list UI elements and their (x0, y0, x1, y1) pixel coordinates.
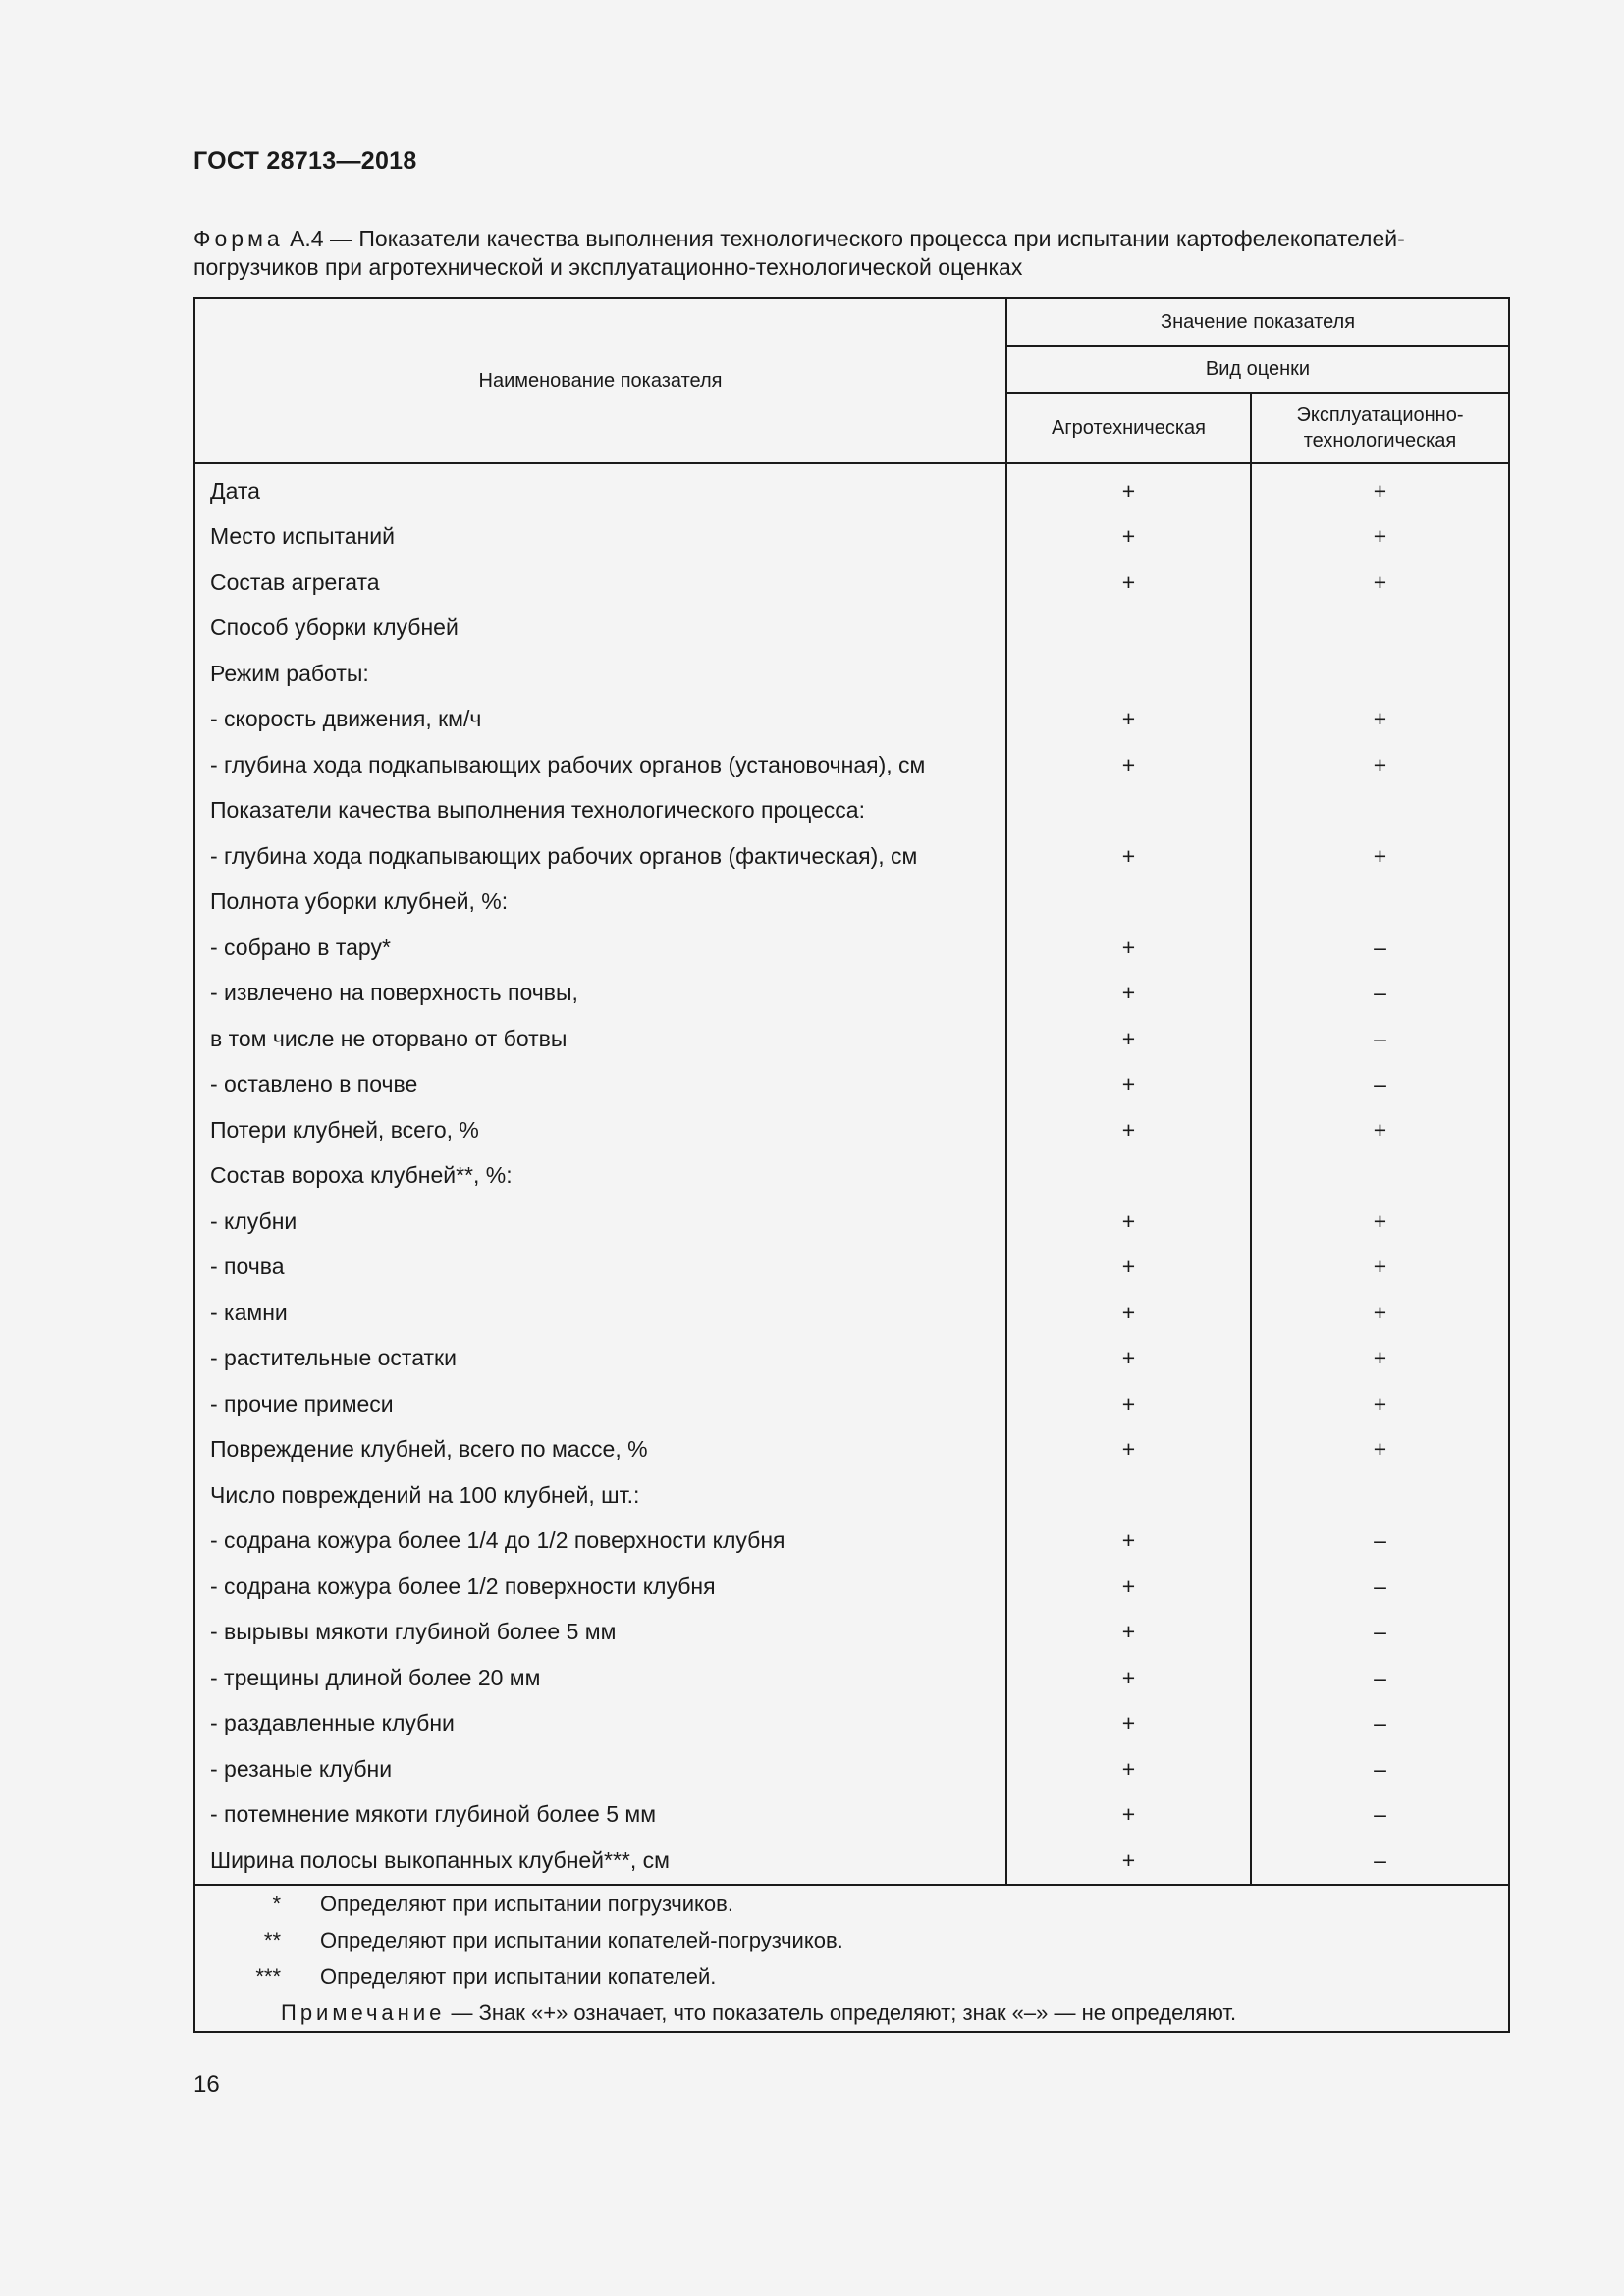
page-number: 16 (193, 2071, 220, 2098)
indicator-name-cell: Способ уборки клубней (194, 606, 1006, 652)
operational-mark-cell: + (1251, 1199, 1509, 1245)
footnote (195, 1886, 1508, 1922)
indicator-name-cell: - глубина хода подкапывающих рабочих органов (фактическая), см (194, 833, 1006, 880)
table-row (194, 1519, 1509, 1565)
caption-text: А.4 — Показатели качества выполнения технологического процесса при испытании картофелекопателей-погрузчиков при агротехнической и эксплуатационно-технологической оценках (193, 226, 1405, 280)
note-text: — Знак «+» означает, что показатель определяют; знак «–» — не определяют. (451, 2000, 1237, 2025)
agrotechnical-mark-cell: + (1006, 1701, 1251, 1747)
document-code: ГОСТ 28713—2018 (193, 147, 417, 175)
operational-mark-cell: + (1251, 514, 1509, 561)
table-row (194, 1107, 1509, 1153)
indicator-name-cell: - содрана кожура более 1/2 поверхности клубня (194, 1564, 1006, 1610)
agrotechnical-mark-cell: + (1006, 514, 1251, 561)
footnote-text: Определяют при испытании копателей. (320, 1963, 717, 1989)
indicators-table (193, 297, 1510, 2033)
indicator-name-cell: Потери клубней, всего, % (194, 1107, 1006, 1153)
agrotechnical-mark-cell: + (1006, 742, 1251, 788)
table-row (194, 971, 1509, 1017)
indicator-name-cell: Ширина полосы выкопанных клубней***, см (194, 1838, 1006, 1885)
table-row (194, 560, 1509, 606)
agrotechnical-mark-cell: + (1006, 1655, 1251, 1701)
agrotechnical-mark-cell: + (1006, 971, 1251, 1017)
table-row (194, 1062, 1509, 1108)
agrotechnical-mark-cell: + (1006, 1838, 1251, 1885)
table-footer (194, 1885, 1509, 2032)
indicator-name-cell: в том числе не оторвано от ботвы (194, 1016, 1006, 1062)
table-row (194, 1655, 1509, 1701)
operational-mark-cell: – (1251, 1655, 1509, 1701)
agrotechnical-mark-cell: + (1006, 463, 1251, 514)
indicator-name-cell: - содрана кожура более 1/4 до 1/2 поверхности клубня (194, 1519, 1006, 1565)
operational-mark-cell: + (1251, 463, 1509, 514)
indicator-name-cell: Дата (194, 463, 1006, 514)
agrotechnical-mark-cell: + (1006, 1062, 1251, 1108)
agrotechnical-mark-cell: + (1006, 1746, 1251, 1792)
indicator-name-cell: Полнота уборки клубней, %: (194, 880, 1006, 926)
operational-mark-cell: – (1251, 1838, 1509, 1885)
indicator-name-cell: - раздавленные клубни (194, 1701, 1006, 1747)
agrotechnical-mark-cell (1006, 1153, 1251, 1200)
table-row (194, 1838, 1509, 1885)
table-row (194, 1427, 1509, 1473)
operational-mark-cell: – (1251, 1519, 1509, 1565)
table-row (194, 1245, 1509, 1291)
operational-mark-cell (1251, 788, 1509, 834)
operational-mark-cell: – (1251, 1746, 1509, 1792)
indicator-name-cell: Режим работы: (194, 651, 1006, 697)
indicator-name-cell: Состав агрегата (194, 560, 1006, 606)
agrotechnical-mark-cell: + (1006, 1519, 1251, 1565)
footnote-text: Определяют при испытании погрузчиков. (320, 1891, 733, 1916)
indicator-name-cell: - потемнение мякоти глубиной более 5 мм (194, 1792, 1006, 1839)
table-row (194, 1610, 1509, 1656)
table-row (194, 606, 1509, 652)
table-row (194, 1381, 1509, 1427)
indicator-name-cell: - почва (194, 1245, 1006, 1291)
indicator-name-cell: Число повреждений на 100 клубней, шт.: (194, 1472, 1006, 1519)
footnote-mark: ** (263, 1927, 282, 1952)
operational-mark-cell: – (1251, 1701, 1509, 1747)
indicator-name-cell: - растительные остатки (194, 1336, 1006, 1382)
agrotechnical-mark-cell: + (1006, 1792, 1251, 1839)
indicator-name-cell: - камни (194, 1290, 1006, 1336)
header-assessment-kind: Вид оценки (1006, 346, 1509, 393)
operational-mark-cell: + (1251, 1381, 1509, 1427)
operational-mark-cell (1251, 651, 1509, 697)
table-body (194, 463, 1509, 1885)
table-row (194, 1746, 1509, 1792)
table-row (194, 880, 1509, 926)
indicator-name-cell: - извлечено на поверхность почвы, (194, 971, 1006, 1017)
table-row (194, 1153, 1509, 1200)
indicator-name-cell: - собрано в тару* (194, 925, 1006, 971)
operational-mark-cell: + (1251, 560, 1509, 606)
operational-mark-cell (1251, 880, 1509, 926)
table-row (194, 1016, 1509, 1062)
operational-mark-cell: – (1251, 1564, 1509, 1610)
indicator-name-cell: Состав вороха клубней**, %: (194, 1153, 1006, 1200)
operational-mark-cell: + (1251, 697, 1509, 743)
footnote (195, 1922, 1508, 1958)
operational-mark-cell: + (1251, 833, 1509, 880)
table-row (194, 788, 1509, 834)
operational-mark-cell: – (1251, 1062, 1509, 1108)
operational-mark-cell (1251, 1472, 1509, 1519)
agrotechnical-mark-cell: + (1006, 833, 1251, 880)
header-agrotechnical: Агротехническая (1006, 393, 1251, 463)
table-row (194, 925, 1509, 971)
agrotechnical-mark-cell (1006, 606, 1251, 652)
table-row (194, 833, 1509, 880)
header-operational: Эксплуатационно- технологическая (1251, 393, 1509, 463)
agrotechnical-mark-cell (1006, 880, 1251, 926)
table-row (194, 1290, 1509, 1336)
table-row (194, 1792, 1509, 1839)
operational-mark-cell: + (1251, 742, 1509, 788)
agrotechnical-mark-cell (1006, 1472, 1251, 1519)
note-label: Примечание (281, 2000, 446, 2025)
footnote (195, 1958, 1508, 1995)
agrotechnical-mark-cell: + (1006, 1564, 1251, 1610)
header-value-group: Значение показателя (1006, 298, 1509, 346)
table-row (194, 463, 1509, 514)
indicator-name-cell: - клубни (194, 1199, 1006, 1245)
agrotechnical-mark-cell (1006, 788, 1251, 834)
table-row (194, 1564, 1509, 1610)
operational-mark-cell: + (1251, 1290, 1509, 1336)
agrotechnical-mark-cell: + (1006, 1427, 1251, 1473)
note (195, 1995, 1508, 2031)
indicator-name-cell: - резаные клубни (194, 1746, 1006, 1792)
agrotechnical-mark-cell (1006, 651, 1251, 697)
table-row (194, 742, 1509, 788)
table-row (194, 514, 1509, 561)
agrotechnical-mark-cell: + (1006, 1245, 1251, 1291)
indicator-name-cell: Место испытаний (194, 514, 1006, 561)
table-row (194, 1199, 1509, 1245)
operational-mark-cell (1251, 1153, 1509, 1200)
operational-mark-cell: – (1251, 971, 1509, 1017)
operational-mark-cell: – (1251, 925, 1509, 971)
agrotechnical-mark-cell: + (1006, 697, 1251, 743)
indicator-name-cell: - трещины длиной более 20 мм (194, 1655, 1006, 1701)
agrotechnical-mark-cell: + (1006, 1610, 1251, 1656)
operational-mark-cell: – (1251, 1792, 1509, 1839)
caption-prefix: Форма (193, 226, 284, 251)
table-row (194, 1701, 1509, 1747)
agrotechnical-mark-cell: + (1006, 560, 1251, 606)
header-indicator-name: Наименование показателя (194, 298, 1006, 463)
table-row (194, 697, 1509, 743)
operational-mark-cell: + (1251, 1336, 1509, 1382)
agrotechnical-mark-cell: + (1006, 1381, 1251, 1427)
operational-mark-cell: + (1251, 1427, 1509, 1473)
operational-mark-cell (1251, 606, 1509, 652)
agrotechnical-mark-cell: + (1006, 1107, 1251, 1153)
agrotechnical-mark-cell: + (1006, 1336, 1251, 1382)
operational-mark-cell: + (1251, 1107, 1509, 1153)
agrotechnical-mark-cell: + (1006, 1199, 1251, 1245)
indicator-name-cell: Показатели качества выполнения технологического процесса: (194, 788, 1006, 834)
indicator-name-cell: - глубина хода подкапывающих рабочих органов (установочная), см (194, 742, 1006, 788)
agrotechnical-mark-cell: + (1006, 925, 1251, 971)
operational-mark-cell: + (1251, 1245, 1509, 1291)
agrotechnical-mark-cell: + (1006, 1016, 1251, 1062)
footnote-mark: * (272, 1891, 282, 1916)
footnote-text: Определяют при испытании копателей-погрузчиков. (320, 1927, 843, 1952)
indicator-name-cell: - оставлено в почве (194, 1062, 1006, 1108)
operational-mark-cell: – (1251, 1610, 1509, 1656)
table-caption (193, 225, 1509, 282)
indicator-name-cell: Повреждение клубней, всего по массе, % (194, 1427, 1006, 1473)
agrotechnical-mark-cell: + (1006, 1290, 1251, 1336)
indicator-name-cell: - вырывы мякоти глубиной более 5 мм (194, 1610, 1006, 1656)
indicator-name-cell: - прочие примеси (194, 1381, 1006, 1427)
indicator-name-cell: - скорость движения, км/ч (194, 697, 1006, 743)
footnote-mark: *** (255, 1963, 282, 1989)
table-row (194, 1472, 1509, 1519)
table-row (194, 651, 1509, 697)
table-row (194, 1336, 1509, 1382)
operational-mark-cell: – (1251, 1016, 1509, 1062)
